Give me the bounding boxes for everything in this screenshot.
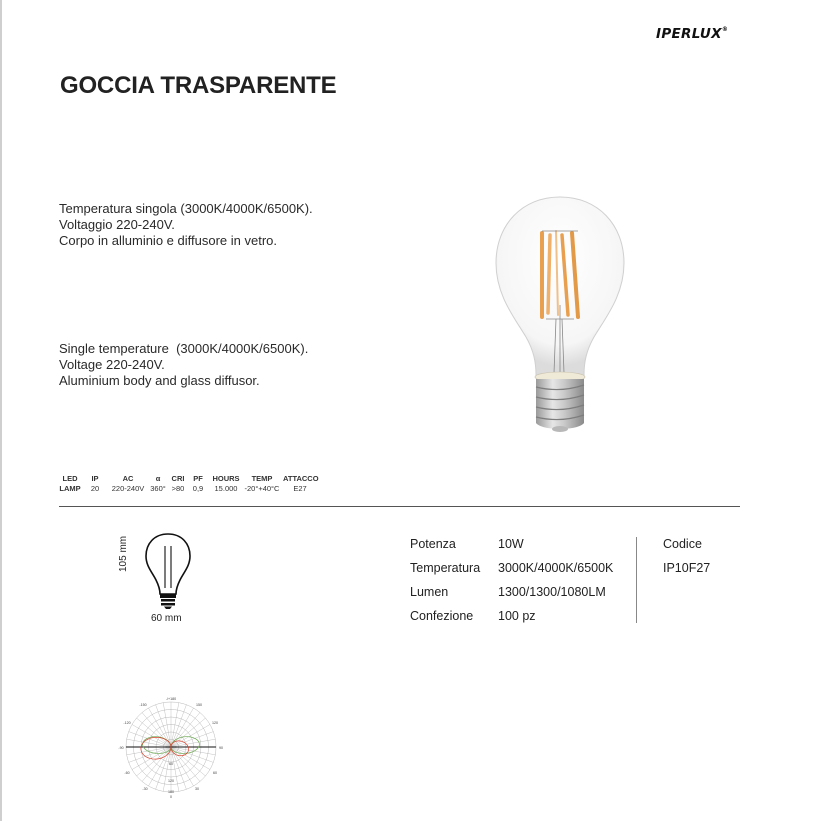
spec-header: PF	[193, 474, 203, 483]
polar-photometric-diagram	[112, 694, 230, 804]
spec-value: 360°	[150, 484, 166, 493]
spec-column-led	[59, 474, 81, 494]
angle-label: 0	[170, 795, 172, 799]
description-english	[59, 341, 308, 390]
angle-label: -90	[118, 746, 124, 750]
spec-column-attacco	[283, 474, 317, 494]
page-left-border	[0, 0, 2, 821]
dimension-width: 60 mm	[151, 613, 182, 624]
tech-label: Temperatura	[410, 561, 481, 575]
spec-header: α	[155, 474, 161, 483]
spec-header: CRI	[171, 474, 185, 483]
angle-label: 60	[213, 771, 217, 775]
radial-label: 60	[169, 762, 173, 766]
angle-label: -30	[142, 787, 148, 791]
spec-value: -20°+40°C	[244, 484, 280, 493]
description-line: Aluminium body and glass diffusor.	[59, 373, 260, 389]
spec-header: AC	[122, 474, 134, 483]
tech-label: Potenza	[410, 537, 456, 551]
product-code-value: IP10F27	[663, 561, 711, 575]
angle-label: -/+180	[165, 697, 177, 701]
spec-value: >80	[171, 484, 185, 493]
description-line: Corpo in alluminio e diffusore in vetro.	[59, 233, 277, 249]
radial-label: 180	[168, 790, 174, 794]
tech-label: Confezione	[410, 609, 474, 623]
spec-column-pf	[191, 474, 205, 494]
product-photo-bulb	[492, 195, 628, 435]
description-line: Single temperature (3000K/4000K/6500K).	[59, 341, 309, 356]
description-italian	[59, 201, 313, 250]
tech-value: 10W	[498, 537, 524, 551]
spec-column-ip	[87, 474, 103, 494]
tech-value: 100 pz	[498, 609, 536, 623]
product-code-label: Codice	[663, 537, 702, 551]
spec-header: IP	[91, 474, 99, 483]
spec-value: 15.000	[214, 484, 238, 493]
spec-value: 220-240V	[111, 484, 145, 493]
spec-column-temp	[243, 474, 281, 494]
tech-label: Lumen	[410, 585, 449, 599]
section-divider	[59, 506, 740, 507]
spec-value: LAMP	[59, 484, 81, 493]
spec-column-cri	[169, 474, 187, 494]
description-line: Voltage 220-240V.	[59, 357, 165, 373]
vertical-divider	[636, 537, 637, 623]
spec-column-ac	[109, 474, 147, 494]
spec-header: LED	[62, 474, 78, 483]
spec-value: 0,9	[192, 484, 204, 493]
dimension-height: 105 mm	[118, 535, 129, 572]
description-line: Voltaggio 220-240V.	[59, 217, 175, 233]
radial-label: 120	[168, 779, 174, 783]
spec-value: E27	[293, 484, 307, 493]
angle-label: 90	[219, 746, 223, 750]
spec-column-hours	[211, 474, 241, 494]
angle-label: 120	[212, 721, 218, 725]
angle-label: 150	[196, 703, 202, 707]
brand-name: IPERLUX	[656, 26, 722, 42]
spec-header: TEMP	[251, 474, 273, 483]
brand-registered-mark: ®	[721, 26, 729, 33]
spec-header: ATTACCO	[283, 474, 319, 483]
spec-value: 20	[90, 484, 100, 493]
angle-label: -60	[124, 771, 130, 775]
product-title: GOCCIA TRASPARENTE	[60, 72, 337, 99]
spec-header: HOURS	[212, 474, 240, 483]
angle-label: -150	[139, 703, 147, 707]
angle-label: -120	[123, 721, 131, 725]
angle-label: 30	[195, 787, 199, 791]
brand-logo	[656, 26, 728, 42]
spec-column-angle	[148, 474, 168, 494]
description-line: Temperatura singola (3000K/4000K/6500K).	[59, 201, 313, 216]
tech-value: 3000K/4000K/6500K	[498, 561, 614, 575]
tech-value: 1300/1300/1080LM	[498, 585, 606, 599]
